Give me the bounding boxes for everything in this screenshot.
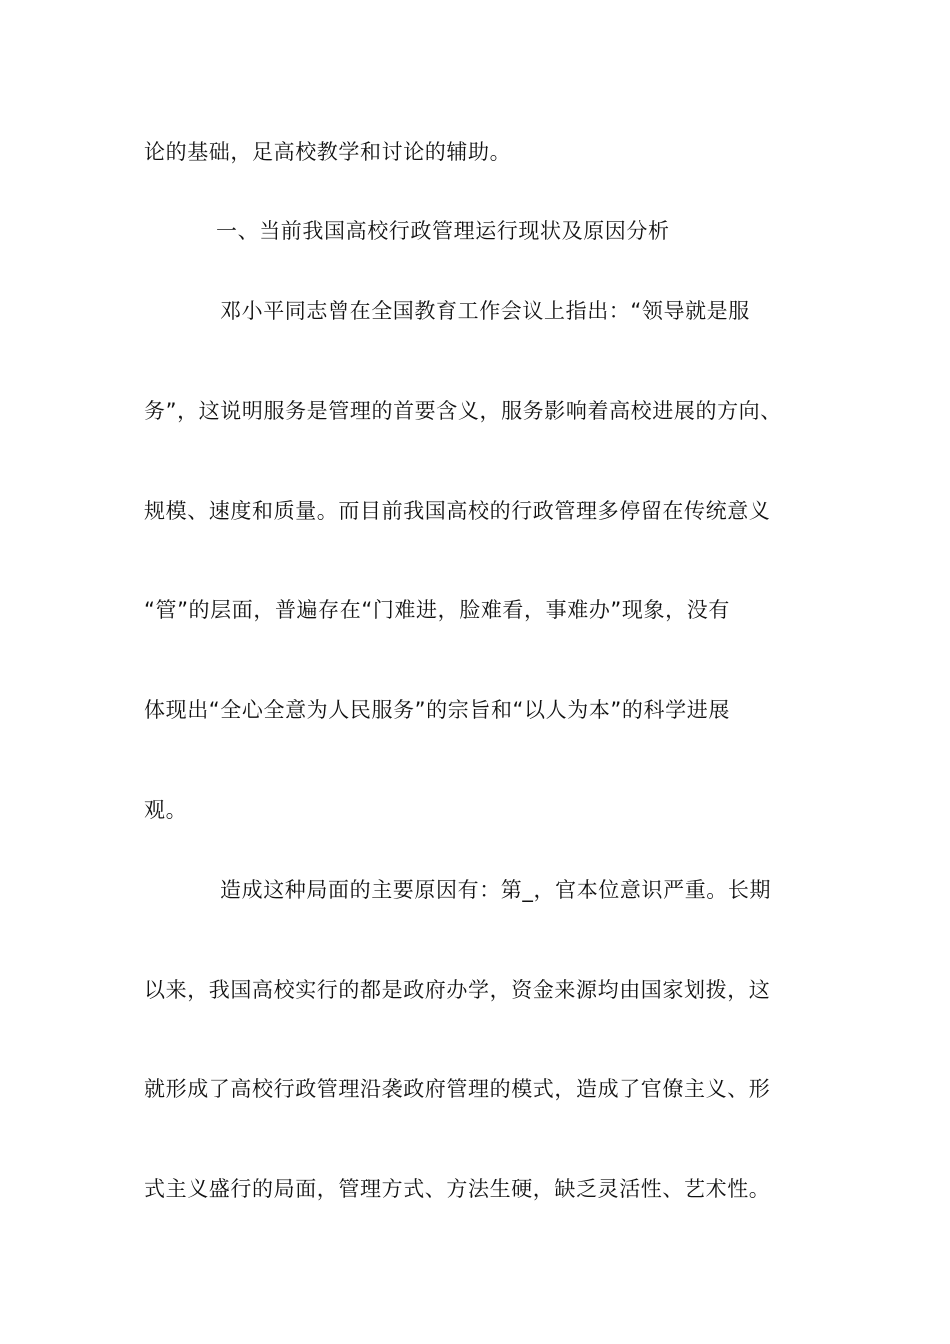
paragraph-line: 造成这种局面的主要原因有：第_，官本位意识严重。长期: [220, 878, 772, 902]
section-heading: 一、当前我国高校行政管理运行现状及原因分析: [216, 219, 670, 243]
paragraph-line: “管”的层面，普遍存在“门难进，脸难看，事难办”现象，没有: [144, 598, 730, 622]
paragraph-line: 以来，我国高校实行的都是政府办学，资金来源均由国家划拨，这: [144, 978, 771, 1002]
paragraph-line: 邓小平同志曾在全国教育工作会议上指出：“领导就是服: [220, 299, 750, 323]
paragraph-line: 规模、速度和质量。而目前我国高校的行政管理多停留在传统意义: [144, 499, 771, 523]
paragraph-line: 就形成了高校行政管理沿袭政府管理的模式，造成了官僚主义、形: [144, 1077, 771, 1101]
paragraph-line: 务”，这说明服务是管理的首要含义，服务影响着高校进展的方向、: [144, 399, 782, 423]
paragraph-line: 观。: [144, 798, 188, 822]
paragraph-line: 体现出“全心全意为人民服务”的宗旨和“以人为本”的科学进展: [144, 698, 730, 722]
paragraph-line: 论的基础，足高校教学和讨论的辅助。: [144, 140, 512, 164]
paragraph-line: 式主义盛行的局面，管理方式、方法生硬，缺乏灵活性、艺术性。: [144, 1177, 771, 1201]
